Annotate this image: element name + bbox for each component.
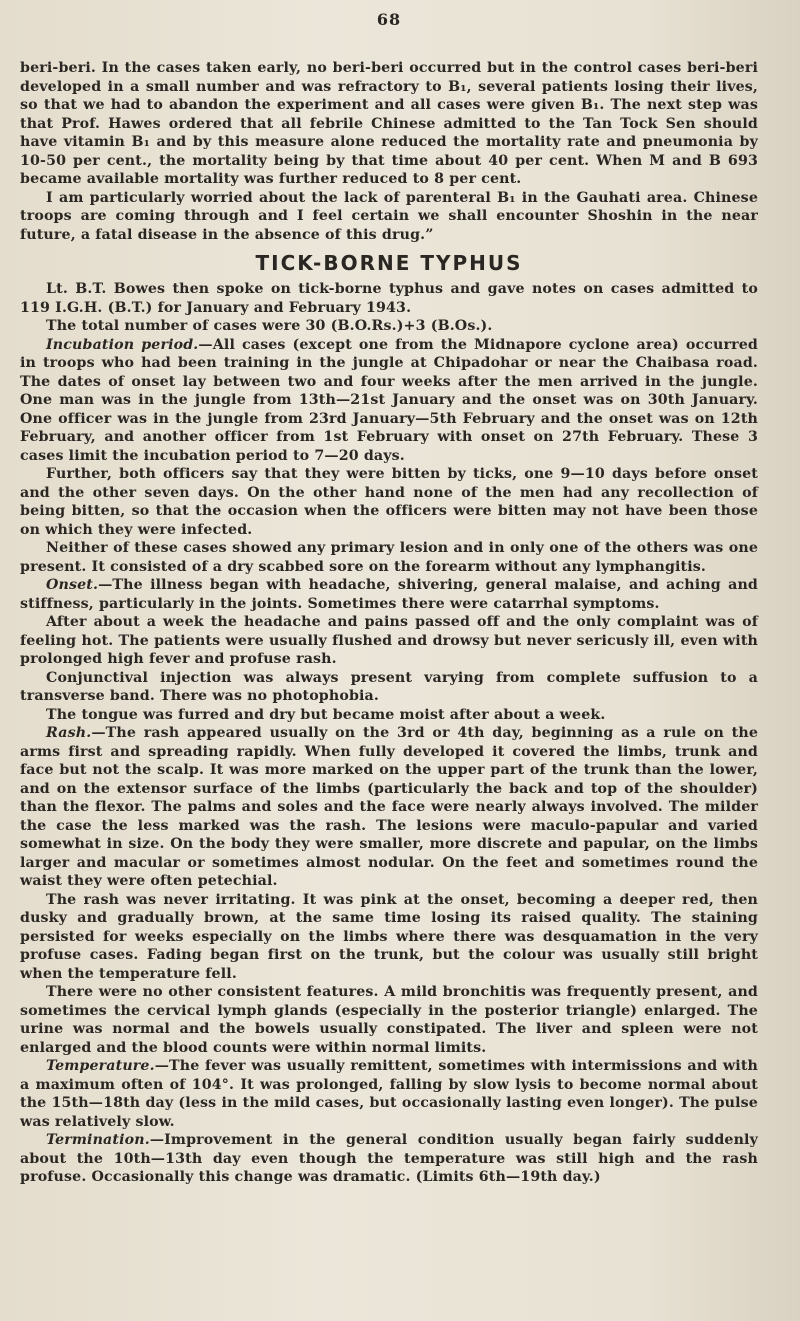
paragraph-lead: Onset.: [46, 577, 99, 593]
paragraph-text: —The rash appeared usually on the 3rd or 4th day, beginning as a rule on the arms first and spreading rapidly. When fully developed it covered the limbs, trunk and face but not the scalp. It was more marked on the upper part of the trunk than the lower, and on the extensor surface of the limbs (particularly the back and top of the shoulder) than the flexor. The palms and soles and the face were nearly always involved. The milder the case the less marked was the rash. The lesions were maculo-papular and varied somewhat in size. On the body they were smaller, more discrete and papular, on the limbs larger and macular or sometimes almost nodular. On the feet and sometimes round the waist they were often petechial.: [20, 725, 758, 889]
paragraph-top-2: I am particularly worried about the lack of parenteral B₁ in the Gauhati area. Chinese troops are coming through and I feel certain we shall encounter Shoshin in the near future, a fatal disease in the absence of this drug.”: [20, 189, 758, 243]
section-heading: TICK-BORNE TYPHUS: [255, 251, 523, 275]
paragraph-body-2: [20, 317, 758, 336]
paragraph-onset: [20, 576, 758, 613]
paragraph-body-7: [20, 613, 758, 669]
paragraph-body-8: [20, 669, 758, 706]
paragraph-text: —The illness began with headache, shivering, general malaise, and aching and stiffness, particularly in the joints. Sometimes there were catarrhal symptoms.: [20, 577, 758, 612]
paragraph-text: —Improvement in the general condition usually began fairly suddenly about the 10th—13th day even though the temperature was still high and the rash profuse. Occasionally this change was dramatic. (Limits 6th—19th day.): [20, 1132, 758, 1185]
paragraph-text: —All cases (except one from the Midnapore cyclone area) occurred in troops who had been training in the jungle at Chipadohar or near the Chaibasa road. The dates of onset lay between two and four weeks after the men arrived in the jungle. One man was in the jungle from 13th—21st January and the onset was on 30th January. One officer was in the jungle from 23rd January—5th February and the onset was on 12th February, and another officer from 1st February with onset on 27th February. These 3 cases limit the incubation period to 7—20 days.: [20, 336, 759, 464]
paragraph-text: After about a week the headache and pains passed off and the only complaint was of feeling hot. The patients were usually flushed and drowsy but never sericusly ill, even with prolonged high fever and profuse rash.: [20, 614, 758, 667]
paragraph-text: The tongue was furred and dry but became moist after about a week.: [46, 706, 606, 723]
paragraph-body-9: [20, 706, 758, 725]
paragraph-temperature: [20, 1057, 758, 1131]
paragraph-body-12: [20, 983, 758, 1057]
paragraph-termination: [20, 1131, 758, 1187]
paragraph-body-4: [20, 465, 758, 539]
paragraph-text: Further, both officers say that they were bitten by ticks, one 9—10 days before onset and the other seven days. On the other hand none of the men had any recollection of being bitten, so that the occasion when the officers were bitten may not have been those on which they were infected.: [20, 466, 758, 538]
paragraph-rash: [20, 724, 758, 891]
paragraph-text: Neither of these cases showed any primary lesion and in only one of the others was one present. It consisted of a dry scabbed sore on the forearm without any lymphangitis.: [20, 540, 758, 575]
paragraph-top-1: beri-beri. In the cases taken early, no beri-beri occurred but in the control cases beri-beri developed in a small number and was refractory to B₁, several patients losing their lives, so that we had to abandon the experiment and all cases were given B₁. The next step was that Prof. Hawes ordered that all febrile Chinese admitted to the Tan Tock Sen should have vitamin B₁ and by this measure alone reduced the mortality rate and pneumonia by 10-50 per cent., the mortality being by that time about 40 per cent. When M and B 693 became available mortality was further reduced to 8 per cent.: [20, 60, 758, 187]
paragraph-text: The rash was never irritating. It was pink at the onset, becoming a deeper red, then dusky and gradually brown, at the same time losing its raised quality. The staining persisted for weeks especially on the limbs where there was desquamation in the very profuse cases. Fading began first on the trunk, but the colour was usually still bright when the temperature fell.: [20, 891, 758, 982]
paragraph-text: Lt. B.T. Bowes then spoke on tick-borne typhus and gave notes on cases admitted to 119 I.G.H. (B.T.) for January and February 1943.: [20, 281, 758, 316]
paragraph-text: —The fever was usually remittent, sometimes with intermissions and with a maximum often of 104°. It was prolonged, falling by slow lysis to become normal about the 15th—18th day (less in the mild cases, but occasionally lasting even longer). The pulse was relatively slow.: [20, 1058, 758, 1130]
paragraph-incubation: [20, 336, 758, 466]
paragraph-text: Conjunctival injection was always present varying from complete suffusion to a transverse band. There was no photophobia.: [20, 669, 758, 704]
paragraph-lead: Temperature.: [46, 1058, 155, 1074]
paragraph-body-11: [20, 891, 758, 984]
page-number: 68: [376, 10, 402, 29]
paragraph-body-1: [20, 280, 758, 317]
paragraph-lead: Rash.: [46, 725, 92, 741]
paragraph-text: There were no other consistent features. A mild bronchitis was frequently present, and sometimes the cervical lymph glands (especially in the posterior triangle) enlarged. The urine was normal and the bowels usually constipated. The liver and spleen were not enlarged and the blood counts were within normal limits.: [20, 984, 758, 1056]
paragraph-text: The total number of cases were 30 (B.O.Rs.)+3 (B.Os.).: [46, 318, 493, 334]
paragraph-lead: Termination.: [46, 1132, 150, 1148]
paragraph-body-5: [20, 539, 758, 576]
paragraph-lead: Incubation period.: [46, 336, 199, 353]
